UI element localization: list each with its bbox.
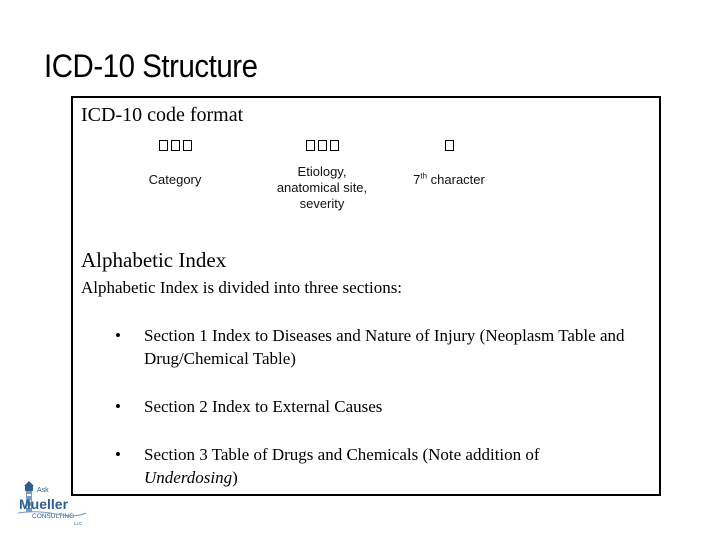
bullet-text bbox=[144, 445, 540, 487]
etiology-label-line: Etiology, bbox=[297, 164, 347, 179]
etiology-label-line: anatomical site, bbox=[276, 180, 368, 195]
etiology-group bbox=[252, 138, 392, 212]
list-item bbox=[115, 443, 635, 489]
bullet-icon: • bbox=[115, 397, 121, 416]
bullet-text: Section 1 Index to Diseases and Nature of Injury (Neoplasm Table and Drug/Chemical Table) bbox=[144, 326, 625, 368]
sections-list bbox=[115, 324, 635, 514]
content-box bbox=[71, 96, 661, 496]
char-box bbox=[306, 140, 315, 151]
logo-text-sub: CONSULTING bbox=[32, 513, 75, 520]
bullet-icon: • bbox=[115, 445, 121, 464]
logo-text-ask: Ask bbox=[37, 487, 49, 494]
logo-text-main: Mueller bbox=[19, 496, 69, 512]
code-format-heading: ICD-10 code format bbox=[81, 104, 244, 126]
list-item bbox=[115, 324, 635, 370]
bullet-text-part: ) bbox=[232, 468, 238, 487]
char-box bbox=[183, 140, 192, 151]
bullet-text-part: Section 3 Table of Drugs and Chemicals (Note addition of bbox=[144, 445, 540, 464]
bullet-text: Section 2 Index to External Causes bbox=[144, 397, 383, 416]
slide-title: ICD-10 Structure bbox=[44, 48, 258, 84]
etiology-boxes bbox=[252, 138, 392, 152]
ordinal-number: 7 bbox=[413, 172, 421, 187]
category-group bbox=[105, 138, 245, 188]
seventh-character-boxes bbox=[379, 138, 519, 152]
underdosing-term: Underdosing bbox=[144, 468, 233, 487]
category-boxes bbox=[105, 138, 245, 152]
char-box bbox=[445, 140, 454, 151]
char-box bbox=[171, 140, 180, 151]
char-box bbox=[330, 140, 339, 151]
char-box bbox=[318, 140, 327, 151]
mueller-consulting-logo bbox=[16, 480, 88, 528]
category-label: Category bbox=[148, 172, 202, 187]
char-box bbox=[159, 140, 168, 151]
ordinal-suffix: th bbox=[420, 171, 428, 181]
seventh-character-group bbox=[379, 138, 519, 188]
alphabetic-index-heading: Alphabetic Index bbox=[81, 248, 227, 272]
list-item bbox=[115, 395, 635, 418]
bullet-icon: • bbox=[115, 326, 121, 345]
logo-text-llc: LLC bbox=[74, 521, 83, 526]
alphabetic-index-intro: Alphabetic Index is divided into three sections: bbox=[81, 278, 403, 297]
seventh-character-label-rest: character bbox=[427, 172, 485, 187]
etiology-label-line: severity bbox=[299, 196, 345, 211]
seventh-character-label bbox=[379, 172, 519, 188]
etiology-label bbox=[252, 164, 392, 212]
